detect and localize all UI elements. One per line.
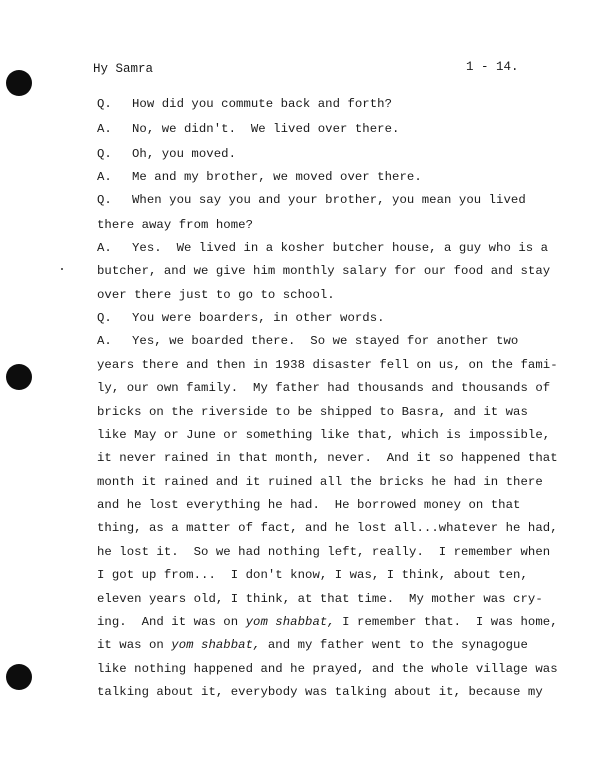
stray-mark [61, 268, 63, 270]
transcript-line: Yes, we boarded there. So we stayed for another two [132, 334, 519, 348]
transcript-line: bricks on the riverside to be shipped to Basra, and it was [97, 405, 528, 419]
transcript-line [97, 615, 558, 629]
transcript-line: and he lost everything he had. He borrowed money on that [97, 498, 521, 512]
transcript-line: Yes. We lived in a kosher butcher house, a guy who is a [132, 241, 549, 255]
transcript-line: butcher, and we give him monthly salary for our food and stay [97, 264, 551, 278]
transcript-line: month it rained and it ruined all the bricks he had in there [97, 475, 543, 489]
transcript-line: years there and then in 1938 disaster fell on us, on the fami- [97, 358, 558, 372]
line-text: and my father went to the synagogue [260, 638, 528, 652]
binder-hole-bottom [6, 664, 32, 690]
speaker-label: A. [97, 334, 112, 348]
transcript-line: Me and my brother, we moved over there. [132, 170, 422, 184]
transcript-line: talking about it, everybody was talking about it, because my [97, 685, 543, 699]
transcript-line: over there just to go to school. [97, 288, 335, 302]
speaker-label: A. [97, 122, 112, 136]
binder-hole-top [6, 70, 32, 96]
transcript-line: No, we didn't. We lived over there. [132, 122, 400, 136]
hebrew-term: yom shabbat, [171, 638, 261, 652]
transcript-line: Oh, you moved. [132, 147, 237, 161]
transcript-line [97, 638, 528, 652]
speaker-label: Q. [97, 97, 112, 111]
transcript-line: it never rained in that month, never. And it so happened that [97, 451, 558, 465]
transcript-line: there away from home? [97, 218, 254, 232]
binder-hole-middle [6, 364, 32, 390]
transcript-line: I got up from... I don't know, I was, I think, about ten, [97, 568, 528, 582]
speaker-label: Q. [97, 193, 112, 207]
speaker-label: Q. [97, 147, 112, 161]
speaker-label: A. [97, 241, 112, 255]
transcript-line: like May or June or something like that, which is impossible, [97, 428, 551, 442]
transcript-line: he lost it. So we had nothing left, really. I remember when [97, 545, 551, 559]
transcript-line: thing, as a matter of fact, and he lost all...whatever he had, [97, 521, 558, 535]
transcript-line: How did you commute back and forth? [132, 97, 393, 111]
hebrew-term: yom shabbat, [245, 615, 335, 629]
transcript-line: ly, our own family. My father had thousands and thousands of [97, 381, 551, 395]
speaker-label: Q. [97, 311, 112, 325]
transcript-line: like nothing happened and he prayed, and the whole village was [97, 662, 558, 676]
speaker-label: A. [97, 170, 112, 184]
transcript-line: You were boarders, in other words. [132, 311, 385, 325]
interviewee-name: Hy Samra [93, 62, 154, 76]
line-text: ing. And it was on [97, 615, 246, 629]
page-number: 1 - 14. [466, 60, 519, 74]
line-text: it was on [97, 638, 172, 652]
line-text: I remember that. I was home, [334, 615, 558, 629]
transcript-line: When you say you and your brother, you mean you lived [132, 193, 526, 207]
transcript-line: eleven years old, I think, at that time. My mother was cry- [97, 592, 543, 606]
